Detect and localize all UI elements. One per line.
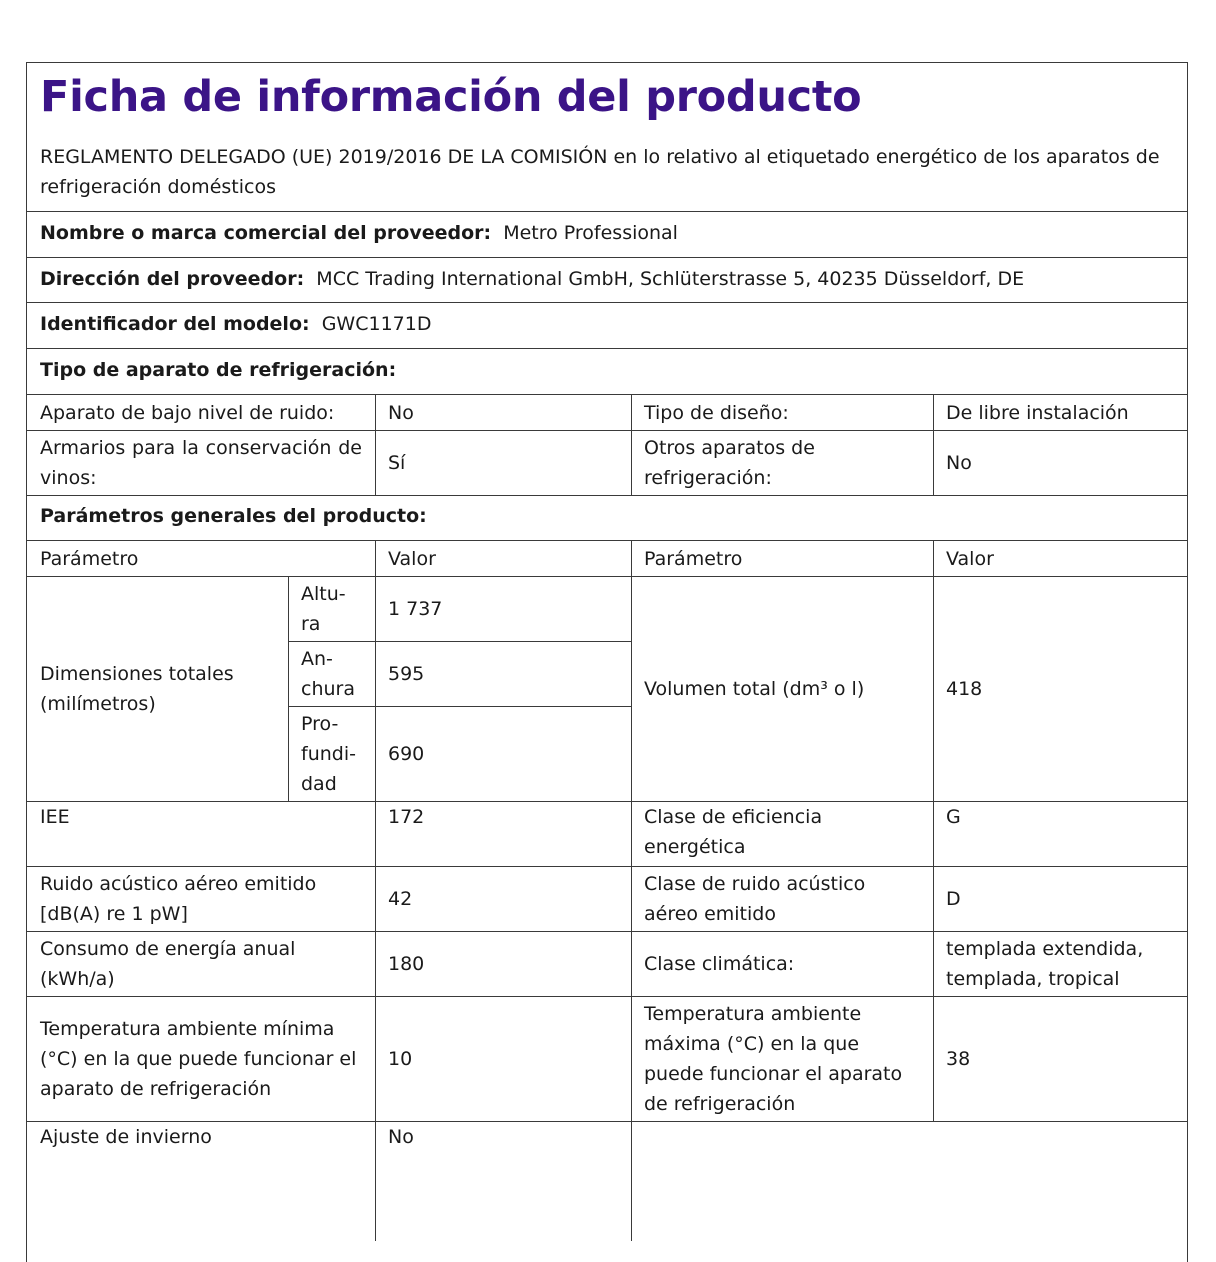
volume-value: 418 bbox=[946, 677, 983, 700]
grid-line bbox=[375, 541, 376, 1241]
eei-value: 172 bbox=[388, 806, 425, 828]
col-value2-header: Valor bbox=[946, 547, 994, 570]
min-temp-value: 10 bbox=[388, 1047, 413, 1070]
energy-consumption-value: 180 bbox=[388, 952, 425, 975]
volume-label: Volumen total (dm³ o l) bbox=[644, 677, 865, 700]
climate-class-value: templada extendida, templada, tropical bbox=[946, 937, 1144, 990]
grid-line bbox=[27, 495, 1187, 496]
grid-line bbox=[288, 641, 631, 642]
grid-line bbox=[288, 706, 631, 707]
supplier-value: Metro Professional bbox=[503, 222, 678, 244]
address-value: MCC Trading International GmbH, Schlüterstrasse 5, 40235 Düsseldorf, DE bbox=[316, 268, 1025, 290]
wine-storage-label: Armarios para la conservación de vinos: bbox=[40, 436, 362, 489]
col-value-header: Valor bbox=[388, 547, 436, 570]
page-title: Ficha de información del producto bbox=[40, 72, 862, 122]
energy-consumption-label: Consumo de energía anual (kWh/a) bbox=[40, 937, 296, 990]
appliance-type-row bbox=[27, 349, 1187, 395]
regulation-text: REGLAMENTO DELEGADO (UE) 2019/2016 DE LA COMISIÓN en lo relativo al etiquetado energético de los aparatos de refrigeración domésticos bbox=[40, 146, 1160, 198]
other-appliances-value: No bbox=[946, 451, 972, 474]
depth-value: 690 bbox=[388, 742, 425, 765]
grid-line bbox=[27, 931, 1187, 932]
address-label: Dirección del proveedor: bbox=[40, 268, 305, 290]
product-information-sheet bbox=[26, 62, 1188, 1262]
grid-line bbox=[631, 541, 632, 1241]
col-param2-header: Parámetro bbox=[644, 547, 743, 570]
general-params-row bbox=[27, 495, 1187, 541]
col-param-header: Parámetro bbox=[40, 547, 139, 570]
supplier-row bbox=[27, 212, 1187, 258]
grid-line bbox=[27, 576, 1187, 577]
min-temp-label: Temperatura ambiente mínima (°C) en la que puede funcionar el aparato de refrigeración bbox=[40, 1017, 357, 1100]
design-type-label: Tipo de diseño: bbox=[644, 401, 789, 424]
winter-setting-label: Ajuste de invierno bbox=[40, 1126, 212, 1148]
model-value: GWC1171D bbox=[321, 313, 432, 335]
sheet-header bbox=[27, 63, 1187, 212]
grid-line bbox=[631, 395, 632, 495]
eei-label: IEE bbox=[40, 806, 70, 828]
grid-line bbox=[27, 801, 1187, 802]
low-noise-label: Aparato de bajo nivel de ruido: bbox=[40, 401, 335, 424]
grid-line bbox=[27, 1121, 1187, 1122]
height-label: Altu- ra bbox=[301, 582, 346, 635]
appliance-type-heading: Tipo de aparato de refrigeración: bbox=[40, 359, 397, 381]
grid-line bbox=[27, 430, 1187, 431]
wine-storage-value: Sí bbox=[388, 451, 406, 474]
model-row bbox=[27, 303, 1187, 349]
height-value: 1 737 bbox=[388, 597, 443, 620]
depth-label: Pro- fundi- dad bbox=[301, 712, 356, 795]
grid-line bbox=[288, 576, 289, 801]
address-row bbox=[27, 258, 1187, 303]
grid-line bbox=[27, 866, 1187, 867]
model-label: Identificador del modelo: bbox=[40, 313, 310, 335]
grid-line bbox=[375, 395, 376, 495]
grid-line bbox=[933, 541, 934, 1121]
climate-class-label: Clase climática: bbox=[644, 952, 795, 975]
general-params-heading: Parámetros generales del producto: bbox=[40, 505, 427, 527]
noise-label: Ruido acústico aéreo emitido [dB(A) re 1 pW] bbox=[40, 872, 317, 925]
dimensions-label: Dimensiones totales (milímetros) bbox=[40, 662, 234, 715]
design-type-value: De libre instalación bbox=[946, 401, 1129, 424]
efficiency-class-label: Clase de eficiencia energética bbox=[644, 806, 823, 858]
max-temp-value: 38 bbox=[946, 1047, 971, 1070]
width-value: 595 bbox=[388, 662, 425, 685]
supplier-label: Nombre o marca comercial del proveedor: bbox=[40, 222, 492, 244]
grid-line bbox=[933, 395, 934, 495]
efficiency-class-value: G bbox=[946, 806, 961, 828]
noise-value: 42 bbox=[388, 887, 413, 910]
winter-setting-value: No bbox=[388, 1126, 414, 1148]
noise-class-label: Clase de ruido acústico aéreo emitido bbox=[644, 872, 866, 925]
other-appliances-label: Otros aparatos de refrigeración: bbox=[644, 436, 815, 489]
max-temp-label: Temperatura ambiente máxima (°C) en la que puede funcionar el aparato de refrigeración bbox=[644, 1002, 903, 1115]
width-label: An- chura bbox=[301, 647, 355, 700]
low-noise-value: No bbox=[388, 401, 414, 424]
grid-line bbox=[27, 996, 1187, 997]
noise-class-value: D bbox=[946, 887, 961, 910]
